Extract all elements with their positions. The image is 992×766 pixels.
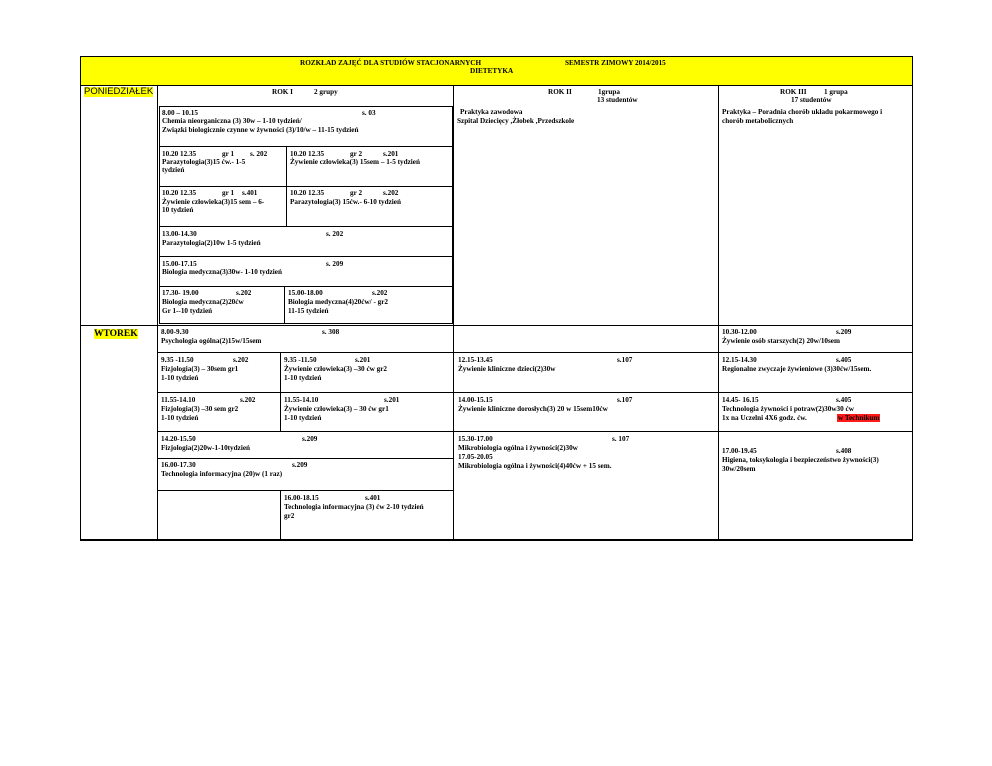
class-room: s.201 [383, 150, 399, 158]
class-subject: Biologia medyczna(4)20ćw/ - gr2 [288, 298, 389, 306]
class-group: gr 2 [350, 189, 363, 197]
class-subject: Technologia informacyjna (3) ćw 2-10 tydzień [284, 503, 424, 511]
class-subject: Fizjologia(3) –30 sem gr2 [161, 405, 239, 413]
class-time: 10.20 12.35 [162, 150, 197, 158]
class-room: s.408 [836, 447, 852, 455]
class-subject: Technologia żywności i potraw(2)30w30 ćw [722, 405, 854, 413]
tue-row-line [157, 352, 913, 353]
class-subject: 10 tydzień [162, 206, 194, 214]
class-subject: Chemia nieorganiczna (3) 30w – 1-10 tydzień/ [162, 117, 302, 125]
class-subject: 1-10 tydzień [284, 414, 322, 422]
class-subject: Higiena, toksykologia i bezpieczeństwo żywności(3) [722, 456, 879, 464]
title-line: ROZKŁAD ZAJĘĆ DLA STUDIÓW STACJONARNYCH [300, 59, 482, 67]
rok2-header: ROK II [548, 88, 572, 96]
class-room: s.401 [365, 494, 381, 502]
border-bottom [80, 539, 913, 541]
rok3-groups: 1 grupa [824, 88, 848, 96]
tue-row-line [157, 392, 913, 393]
class-subject: 1-10 tydzień [161, 414, 199, 422]
mon-box-border [452, 106, 453, 324]
class-subject: Gr 1--10 tydzień [162, 307, 213, 315]
class-subject: tydzień [162, 166, 185, 174]
class-subject: Parazytologia(3) 15ćw.- 6-10 tydzień [290, 198, 401, 206]
class-room: s.107 [617, 356, 633, 364]
class-subject: Psychologia ogólna(2)15w/15sem [161, 337, 262, 345]
tue-split [280, 352, 281, 431]
class-subject: Żywienie człowieka(3) 15sem – 1-5 tydzień [290, 158, 420, 166]
class-room: s.209 [302, 435, 318, 443]
class-time: 16.00-17.30 [161, 461, 196, 469]
class-subject: Żywienie człowieka(3) – 30 ćw gr1 [284, 405, 389, 413]
border-right [912, 56, 913, 540]
class-subject: Mikrobiologia ogólna i żywności(2)30w [458, 444, 578, 452]
class-time: 10.20 12.35 [290, 150, 325, 158]
practice-place: Szpital Dziecięcy ,Żłobek ,Przedszkole [457, 117, 575, 125]
class-room: s.209 [292, 461, 308, 469]
class-subject: 11-15 tydzień [288, 307, 329, 315]
class-time: 13.00-14.30 [162, 230, 197, 238]
practice-title: Praktyka – Poradnia chorób układu pokarmowego i [722, 108, 883, 116]
class-time: 12.15-13.45 [458, 356, 493, 364]
class-subject: Biologia medyczna(2)20ćw [162, 298, 244, 306]
rok1-groups: 2 grupy [314, 88, 338, 96]
mon-box-border [159, 256, 453, 257]
class-room: s.202 [372, 289, 388, 297]
class-time: 14.45- 16.15 [722, 396, 759, 404]
class-subject: Żywienie kliniczne dorosłych(3) 20 w 15sem10ćw [458, 405, 608, 413]
class-time: 10.20 12.35 [290, 189, 325, 197]
class-time: 15.30-17.00 [458, 435, 493, 443]
class-time: 10.20 12.35 [162, 189, 197, 197]
mon-box-border [159, 106, 453, 107]
class-room: s. 03 [362, 109, 376, 117]
class-room: s.202 [233, 356, 249, 364]
tue-inner-line [157, 490, 453, 491]
class-room: s.209 [836, 328, 852, 336]
col-divider-day [157, 85, 158, 540]
class-time: 16.00-18.15 [284, 494, 319, 502]
rok3-header: ROK III [780, 88, 807, 96]
mon-box-border [159, 226, 453, 227]
class-subject: Parazytologia(2)10w 1-5 tydzień [162, 239, 261, 247]
class-room: s.201 [355, 356, 371, 364]
class-subject: 1-10 tydzień [284, 374, 322, 382]
border-left [80, 56, 81, 540]
class-time: 11.55-14.10 [161, 396, 196, 404]
class-subject: 30w/20sem [722, 465, 756, 473]
class-room: s. 202 [250, 150, 268, 158]
class-room: s. 107 [612, 435, 630, 443]
class-room: s. 202 [326, 230, 344, 238]
day-label-monday: PONIEDZIAŁEK [84, 86, 154, 97]
class-subject: 1x na Uczelni 4X6 godz. ćw. [722, 414, 807, 422]
class-time: 14.00-15.15 [458, 396, 493, 404]
class-subject: Fizjologia(3) – 30sem gr1 [161, 365, 239, 373]
class-subject: Związki biologicznie czynne w żywności (3)/10/w – 11-15 tydzień [162, 126, 359, 134]
mon-box-border [159, 146, 453, 147]
rok1-header: ROK I [272, 88, 293, 96]
class-time: 9.35 -11.50 [161, 356, 194, 364]
col-divider-rok1 [453, 85, 454, 540]
class-time: 15.00-18.00 [288, 289, 323, 297]
mon-box-border [159, 186, 453, 187]
class-time: 9.35 -11.50 [284, 356, 317, 364]
program-name: DIETETYKA [470, 67, 514, 75]
mon-split [286, 146, 287, 186]
class-subject: Fizjologia(2)20w-1-10tydzień [161, 444, 251, 452]
class-time: 12.15-14.30 [722, 356, 757, 364]
tue-split [280, 490, 281, 540]
mon-split [284, 286, 285, 323]
class-time: 11.55-14.10 [284, 396, 319, 404]
class-group: gr 2 [350, 150, 363, 158]
class-subject: Technologia informacyjna (20)w (1 raz) [161, 470, 283, 478]
mon-box-border [159, 323, 453, 324]
class-subject: Żywienie człowieka(3) –30 ćw gr2 [284, 365, 387, 373]
technikum-highlight: w Technikum [838, 414, 880, 422]
class-subject: Regionalne zwyczaje żywieniowe (3)30ćw/15sem. [722, 365, 872, 373]
class-subject: Żywienie człowieka(3)15 sem – 6- [162, 198, 265, 206]
class-room: s.202 [383, 189, 399, 197]
border-header-bottom [80, 85, 913, 86]
class-room: s.201 [384, 396, 400, 404]
class-time: 15.00-17.15 [162, 260, 197, 268]
class-room: s. 308 [322, 328, 340, 336]
class-time: 17.30- 19.00 [162, 289, 199, 297]
day-separator [80, 325, 913, 326]
class-subject: 1-10 tydzień [161, 374, 199, 382]
class-room: s.401 [242, 189, 258, 197]
semester-label: SEMESTR ZIMOWY 2014/2015 [565, 59, 666, 67]
mon-box-border [159, 106, 160, 324]
mon-box-border [159, 286, 453, 287]
class-room: s.202 [240, 396, 256, 404]
class-time: 10.30-12.00 [722, 328, 757, 336]
class-time: 8.00-9.30 [161, 328, 189, 336]
class-time: 17.00-19.45 [722, 447, 757, 455]
tue-row-line [157, 431, 913, 432]
mon-split [286, 186, 287, 226]
class-time: 14.20-15.50 [161, 435, 196, 443]
day-label-tuesday: WTOREK [94, 329, 138, 339]
class-group: gr 1 [222, 189, 235, 197]
class-room: s.202 [236, 289, 252, 297]
rok3-students: 17 studentów [791, 96, 832, 104]
class-room: s. 209 [326, 260, 344, 268]
border-top [80, 56, 913, 57]
class-subject: Żywienie osób starszych(2) 20w/10sem [722, 337, 840, 345]
class-subject: gr2 [284, 512, 295, 520]
class-subject: Parazytologia(3)15 ćw.- 1-5 [162, 158, 246, 166]
rok2-students: 13 studentów [597, 96, 638, 104]
class-room: s.405 [836, 396, 852, 404]
class-time: 8.00 – 10.15 [162, 109, 198, 117]
col-divider-rok2 [718, 85, 719, 540]
class-subject: Mikrobiologia ogólna i żywności(4)40ćw + 15 sem. [458, 462, 612, 470]
rok2-groups: 1grupa [598, 88, 620, 96]
class-group: gr 1 [222, 150, 235, 158]
class-subject: Biologia medyczna(3)30w- 1-10 tydzień [162, 268, 282, 276]
practice-place: chorób metabolicznych [722, 117, 794, 125]
class-time: 17.05-20.05 [458, 453, 493, 461]
tue-inner-line [157, 458, 453, 459]
practice-title: Praktyka zawodowa [460, 108, 523, 116]
class-subject: Żywienie kliniczne dzieci(2)30w [458, 365, 556, 373]
class-room: s.107 [617, 396, 633, 404]
class-room: s.405 [836, 356, 852, 364]
